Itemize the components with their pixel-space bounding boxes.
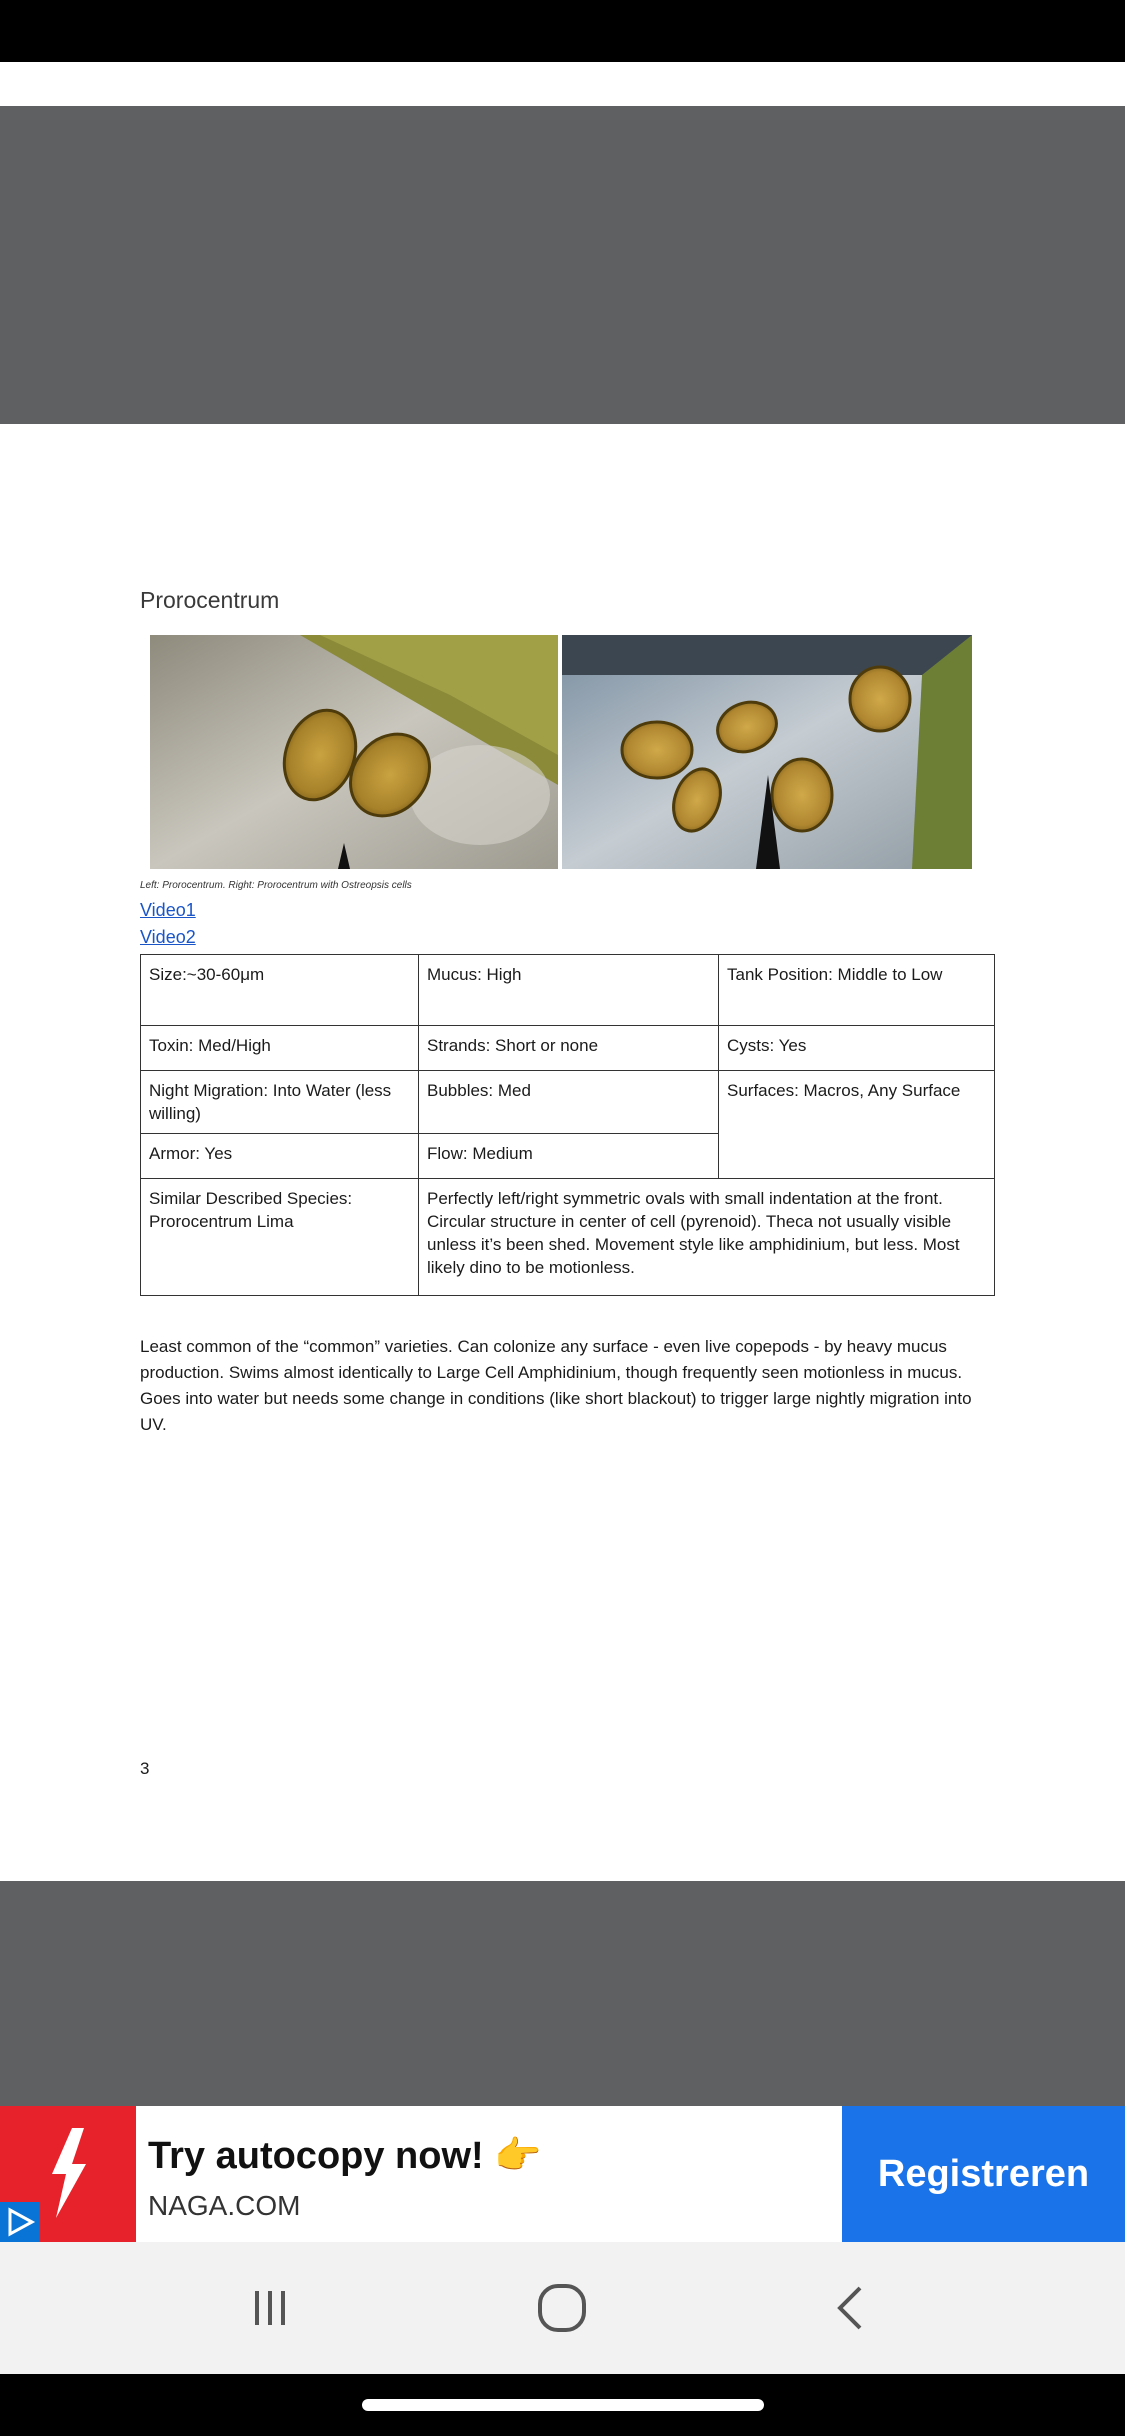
table-row: [141, 1179, 995, 1296]
ad-domain: NAGA.COM: [148, 2190, 301, 2221]
viewer-background-bottom: [0, 1881, 1125, 2106]
page-number: 3: [140, 1759, 150, 1778]
specs-table: [140, 954, 995, 1296]
table-row: [141, 1026, 995, 1071]
ad-banner[interactable]: [0, 2106, 1125, 2242]
microscope-photo-left: [150, 635, 558, 869]
recents-icon: [247, 2285, 293, 2331]
back-button[interactable]: [770, 2242, 930, 2374]
table-cell: Flow: Medium: [419, 1134, 719, 1179]
table-row: [141, 1071, 995, 1134]
ad-choices-icon[interactable]: [0, 2202, 40, 2242]
top-gap: [0, 62, 1125, 106]
table-cell: Surfaces: Macros, Any Surface: [719, 1071, 995, 1179]
table-cell: Perfectly left/right symmetric ovals with small indentation at the front. Circular structure in center of cell (pyrenoid). Theca not usually visible unless it’s been shed. Movement style like amphidinium, but less. Most likely dino to be motionless.: [419, 1179, 995, 1296]
body-paragraph: Least common of the “common” varieties. Can colonize any surface - even live copepods - by heavy mucus production. Swims almost identically to Large Cell Amphidinium, though frequently seen motionless in mucus. Goes into water but needs some change in conditions (like short blackout) to trigger large nightly migration into UV.: [140, 1337, 972, 1434]
gesture-bar: [0, 2374, 1125, 2436]
table-cell: Strands: Short or none: [419, 1026, 719, 1071]
table-row: [141, 955, 995, 1026]
viewer-background-top: [0, 106, 1125, 424]
recents-button[interactable]: [190, 2242, 350, 2374]
status-bar: [0, 0, 1125, 62]
page-title: Prorocentrum: [140, 587, 280, 613]
table-cell: Toxin: Med/High: [141, 1026, 419, 1071]
ad-headline: Try autocopy now! 👉: [148, 2135, 542, 2177]
table-cell: Cysts: Yes: [719, 1026, 995, 1071]
table-cell: Armor: Yes: [141, 1134, 419, 1179]
register-button[interactable]: Registreren: [842, 2106, 1125, 2242]
video1-link[interactable]: Video1: [140, 900, 196, 920]
table-cell: Tank Position: Middle to Low: [719, 955, 995, 1026]
microscope-photo-right: [562, 635, 972, 869]
table-cell: Similar Described Species: Prorocentrum Lima: [141, 1179, 419, 1296]
back-icon: [830, 2283, 870, 2333]
table-cell: Mucus: High: [419, 955, 719, 1026]
home-icon: [535, 2281, 589, 2335]
table-cell: Night Migration: Into Water (less willing): [141, 1071, 419, 1134]
home-button[interactable]: [482, 2242, 642, 2374]
table-cell: Bubbles: Med: [419, 1071, 719, 1134]
android-nav-bar: [0, 2242, 1125, 2374]
home-indicator[interactable]: [362, 2399, 764, 2411]
video2-link[interactable]: Video2: [140, 927, 196, 947]
figure-caption: Left: Prorocentrum. Right: Prorocentrum with Ostreopsis cells: [140, 880, 412, 891]
table-cell: Size:~30-60μm: [141, 955, 419, 1026]
document-page: [0, 424, 1125, 1881]
